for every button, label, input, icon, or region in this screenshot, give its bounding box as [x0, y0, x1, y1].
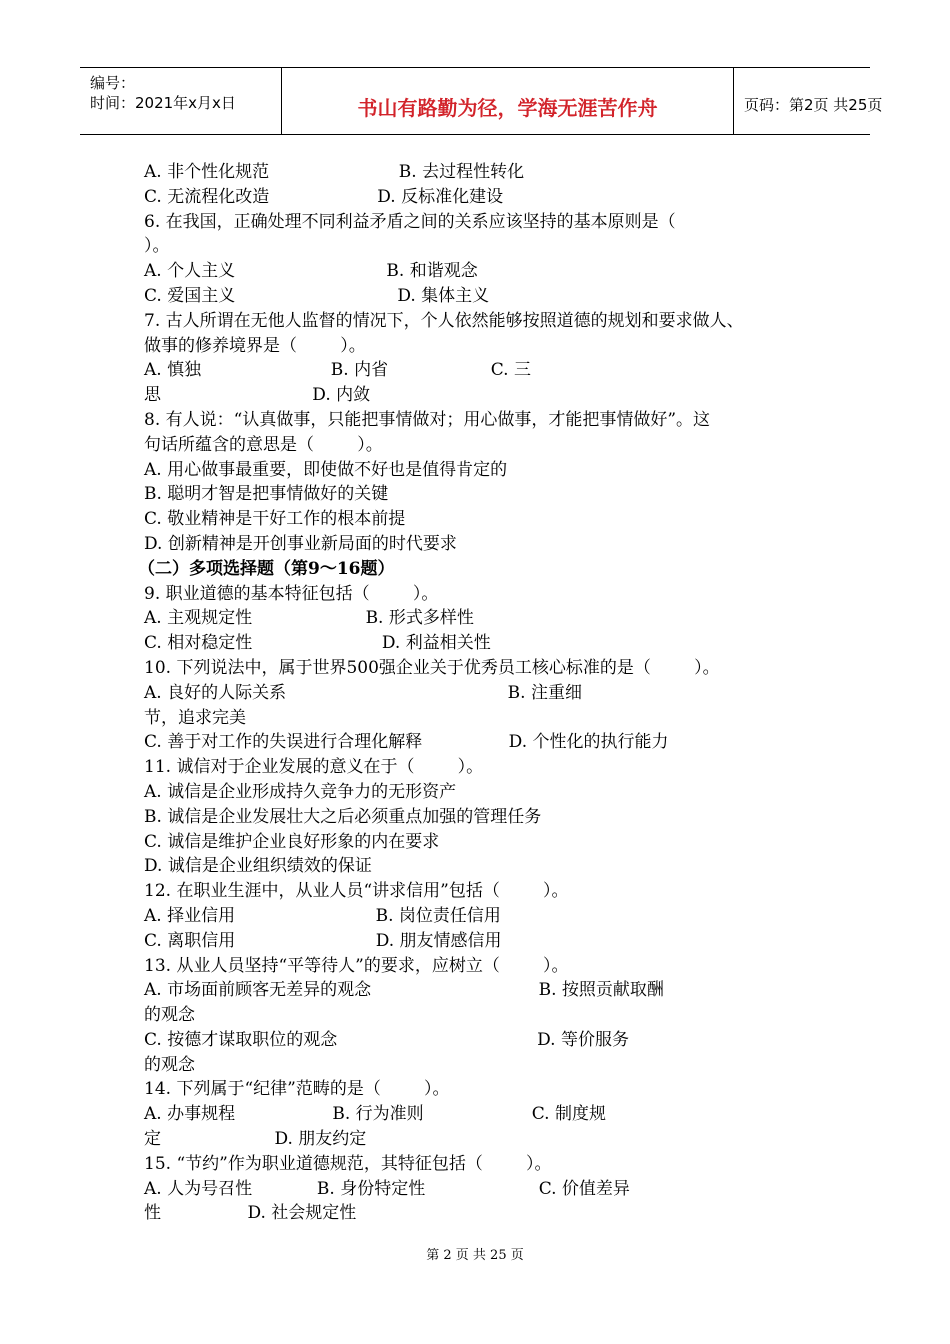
text-line: 13. 从业人员坚持“平等待人”的要求，应树立（ ）。	[144, 955, 569, 976]
text-line: A. 用心做事最重要，即使做不好也是值得肯定的	[144, 459, 508, 480]
text-line: C. 爱国主义 D. 集体主义	[144, 285, 490, 306]
page-header	[80, 67, 883, 135]
text-line: B. 诚信是企业发展壮大之后必须重点加强的管理任务	[144, 806, 542, 827]
page-footer: 第 2 页 共 25 页	[426, 1248, 524, 1263]
text-line: 做事的修养境界是（ ）。	[144, 335, 366, 356]
text-line: A. 慎独 B. 内省 C. 三	[144, 360, 531, 381]
text-line: A. 市场面前顾客无差异的观念 B. 按照贡献取酬	[144, 980, 664, 1001]
text-line: B. 聪明才智是把事情做好的关键	[144, 484, 389, 505]
text-line: 的观念	[144, 1005, 195, 1026]
text-line: A. 办事规程 B. 行为准则 C. 制度规	[144, 1104, 606, 1125]
text-line: 9. 职业道德的基本特征包括（ ）。	[144, 583, 439, 604]
document-number-label: 编号：	[90, 74, 136, 92]
question-content	[138, 160, 824, 1226]
text-line: 8. 有人说：“认真做事，只能把事情做对；用心做事，才能把事情做好”。这	[144, 409, 711, 430]
text-line: C. 敬业精神是干好工作的根本前提	[144, 509, 406, 530]
text-line: C. 按德才谋取职位的观念 D. 等价服务	[144, 1029, 629, 1050]
text-line: A. 非个性化规范 B. 去过程性转化	[144, 162, 525, 182]
header-motto: 书山有路勤为径，学海无涯苦作舟	[357, 96, 658, 120]
text-line: A. 主观规定性 B. 形式多样性	[144, 608, 474, 629]
text-line: 12. 在职业生涯中，从业人员“讲求信用”包括（ ）。	[144, 881, 569, 902]
text-line: D. 创新精神是开创事业新局面的时代要求	[144, 533, 457, 554]
text-line: A. 人为号召性 B. 身份特定性 C. 价值差异	[144, 1178, 630, 1199]
text-line: 7. 古人所谓在无他人监督的情况下，个人依然能够按照道德的规划和要求做人、	[144, 310, 744, 331]
text-line: C. 相对稳定性 D. 利益相关性	[144, 633, 491, 654]
document-date: 时间：2021年x月x日	[90, 94, 236, 112]
text-line: 思 D. 内敛	[144, 385, 371, 406]
text-line: 10. 下列说法中，属于世界500强企业关于优秀员工核心标准的是（ ）。	[144, 657, 720, 678]
header-page-info: 页码：第2页 共25页	[744, 96, 883, 114]
text-line: A. 个人主义 B. 和谐观念	[144, 261, 478, 282]
text-line: D. 诚信是企业组织绩效的保证	[144, 856, 372, 877]
text-line: C. 无流程化改造 D. 反标准化建设	[144, 186, 504, 207]
text-line: A. 良好的人际关系 B. 注重细	[144, 682, 582, 703]
text-line: 11. 诚信对于企业发展的意义在于（ ）。	[144, 757, 484, 778]
text-line: 定 D. 朋友约定	[144, 1129, 367, 1150]
header-left-cell	[80, 68, 282, 134]
text-line: C. 善于对工作的失误进行合理化解释 D. 个性化的执行能力	[144, 732, 669, 753]
header-right-cell	[734, 68, 883, 134]
header-motto-cell	[282, 68, 734, 134]
text-line: 节，追求完美	[144, 707, 246, 728]
text-line: C. 诚信是维护企业良好形象的内在要求	[144, 831, 440, 852]
text-line: 性 D. 社会规定性	[144, 1203, 357, 1224]
section-heading: （二）多项选择题（第9～16题）	[138, 558, 395, 579]
text-line: 句话所蕴含的意思是（ ）。	[144, 434, 383, 455]
text-line: A. 择业信用 B. 岗位责任信用	[144, 905, 501, 926]
text-line: C. 离职信用 D. 朋友情感信用	[144, 930, 502, 951]
text-line: 15. “节约”作为职业道德规范，其特征包括（ ）。	[144, 1153, 552, 1174]
text-line: 的观念	[144, 1054, 195, 1075]
text-line: 14. 下列属于“纪律”范畴的是（ ）。	[144, 1079, 450, 1100]
text-line: A. 诚信是企业形成持久竞争力的无形资产	[144, 781, 457, 802]
text-line: ）。	[144, 236, 170, 257]
text-line: 6. 在我国，正确处理不同利益矛盾之间的关系应该坚持的基本原则是（	[144, 211, 676, 232]
